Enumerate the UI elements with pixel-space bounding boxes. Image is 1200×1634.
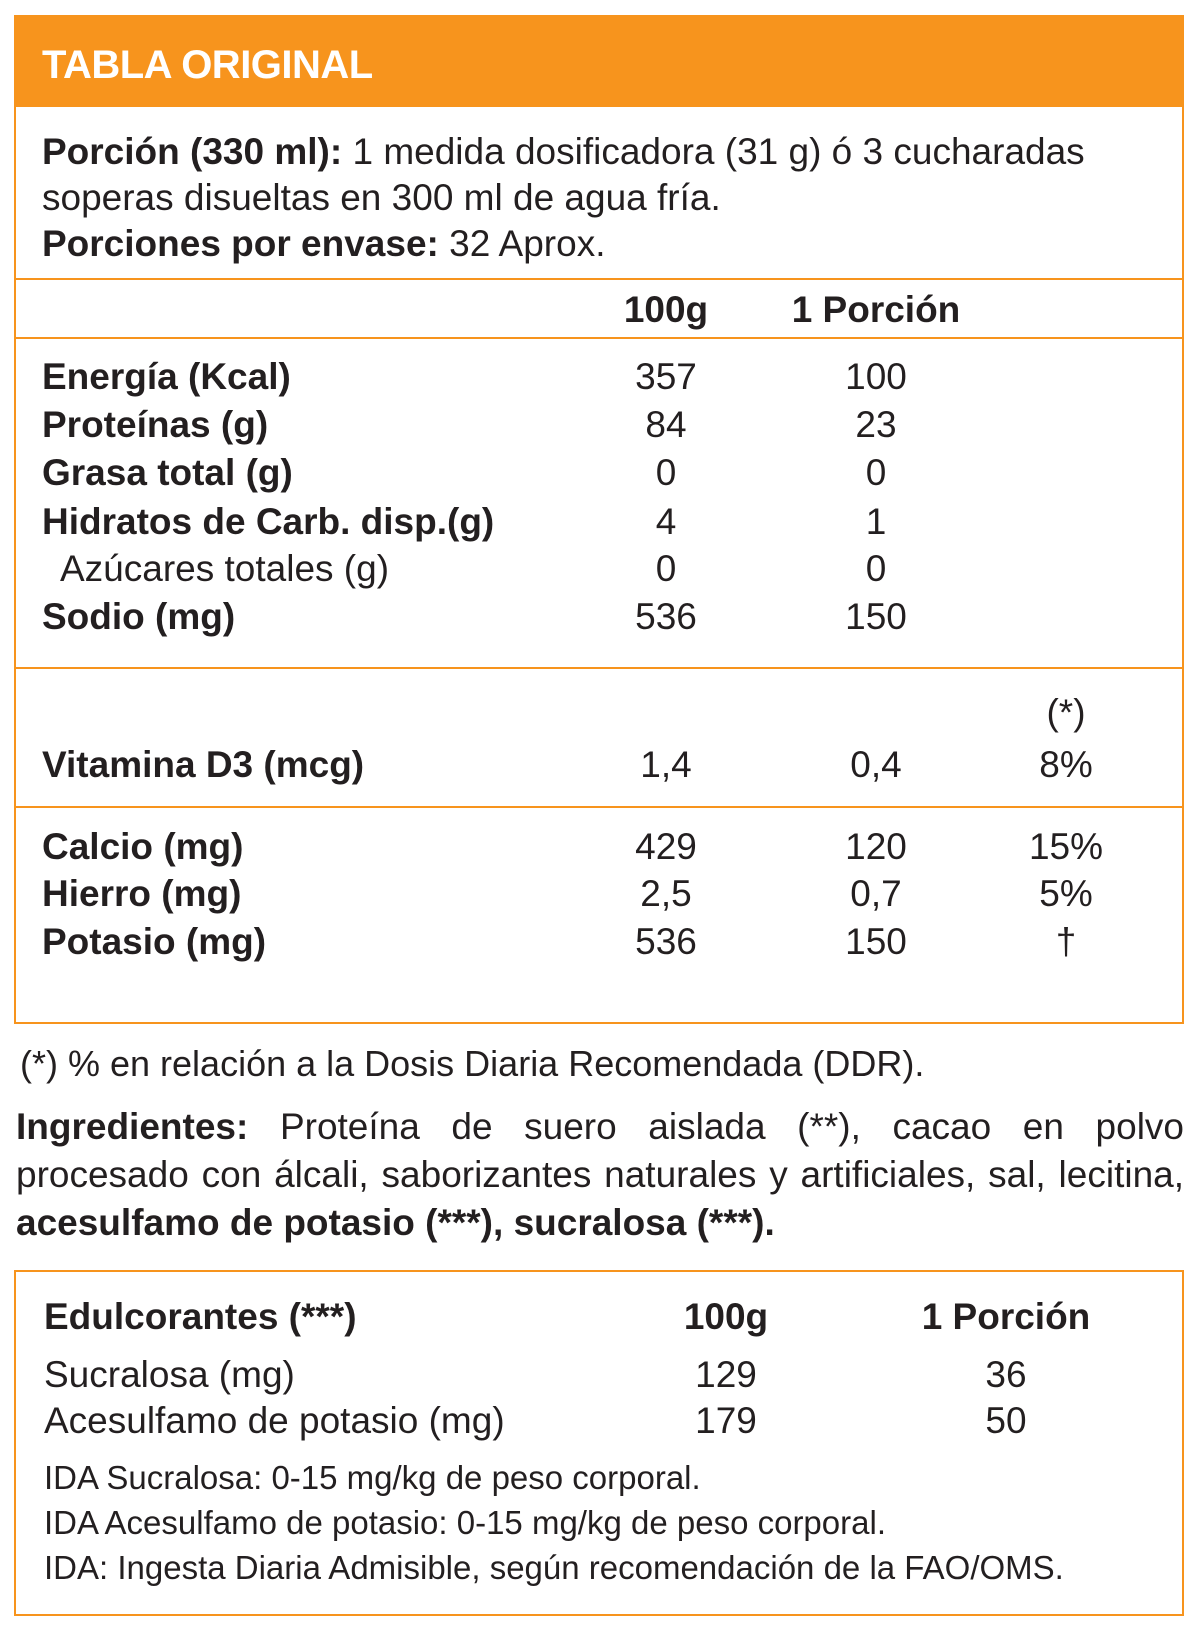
nutrient-name: Azúcares totales (g) [60, 548, 390, 589]
nutrient-name: Energía (Kcal) [42, 356, 291, 397]
table-title: TABLA ORIGINAL [42, 43, 373, 87]
nutrient-row-protein [16, 401, 1182, 449]
portion-value: 1 medida dosificadora (31 g) ó 3 cucharadas soperas disueltas en 300 ml de agua fría. [42, 131, 1085, 218]
nutrient-name: Hierro (mg) [42, 873, 242, 914]
nutrient-row-fat [16, 449, 1182, 497]
nutrient-row-sodium [16, 593, 1182, 641]
value-portion: 100 [845, 356, 907, 397]
mineral-row-potassium [16, 918, 1182, 966]
nutrient-row-carbs [16, 498, 1182, 546]
title-bar [16, 17, 1182, 107]
value-100g: 0 [655, 548, 677, 589]
per-container-value: 32 Aprox. [449, 223, 606, 264]
nutrient-name: Vitamina D3 (mcg) [42, 744, 365, 785]
sweetener-name: Sucralosa (mg) [44, 1354, 295, 1395]
sweetener-row-acesulfame [16, 1398, 1182, 1444]
ingredients-bold-text: acesulfamo de potasio (***), sucralosa (***). [16, 1202, 775, 1243]
value-portion: 0,7 [850, 873, 902, 914]
sweetener-portion: 50 [985, 1400, 1027, 1441]
value-ddr: † [1055, 921, 1077, 962]
ddr-marker-row [16, 689, 1182, 737]
mineral-row-iron [16, 870, 1182, 918]
ddr-marker: (*) [1046, 692, 1086, 733]
sweetener-100g: 179 [695, 1400, 757, 1441]
sweetener-portion: 36 [985, 1354, 1027, 1395]
portion-label: Porción (330 ml): [42, 131, 343, 172]
ingredients-text: Proteína de suero aislada (**), cacao en polvo procesado con álcali, saborizantes naturales y artificiales, sal, lecitina, [16, 1106, 1185, 1195]
vitamin-row [16, 741, 1182, 789]
nutrient-name: Sodio (mg) [42, 596, 236, 637]
serving-info [42, 129, 1162, 267]
per-container-label: Porciones por envase: [42, 223, 439, 264]
nutrient-name: Hidratos de Carb. disp.(g) [42, 501, 495, 542]
nutrient-name: Grasa total (g) [42, 452, 293, 493]
value-100g: 2,5 [640, 873, 692, 914]
sweeteners-header-100g: 100g [683, 1296, 769, 1337]
value-portion: 0 [865, 548, 887, 589]
divider [16, 806, 1182, 808]
sweeteners-table [14, 1270, 1184, 1616]
value-portion: 0 [865, 452, 887, 493]
value-100g: 536 [635, 596, 697, 637]
value-portion: 150 [845, 596, 907, 637]
value-portion: 23 [855, 404, 897, 445]
ida-note: IDA Sucralosa: 0-15 mg/kg de peso corporal. [44, 1459, 701, 1496]
nutrient-row-energy [16, 353, 1182, 401]
value-100g: 4 [655, 501, 677, 542]
divider [16, 667, 1182, 669]
value-100g: 357 [635, 356, 697, 397]
divider [16, 278, 1182, 280]
value-100g: 0 [655, 452, 677, 493]
value-ddr: 5% [1039, 873, 1093, 914]
header-100g: 100g [623, 289, 709, 330]
sweetener-name: Acesulfamo de potasio (mg) [44, 1400, 505, 1441]
ingredients [16, 1103, 1184, 1247]
sweeteners-header-portion: 1 Porción [921, 1296, 1091, 1337]
nutrient-name: Potasio (mg) [42, 921, 267, 962]
sweeteners-header-name: Edulcorantes (***) [44, 1296, 357, 1337]
value-portion: 120 [845, 826, 907, 867]
value-portion: 1 [865, 501, 887, 542]
ida-note: IDA: Ingesta Diaria Admisible, según recomendación de la FAO/OMS. [44, 1549, 1064, 1586]
ddr-footnote: (*) % en relación a la Dosis Diaria Recomendada (DDR). [20, 1043, 925, 1084]
value-100g: 536 [635, 921, 697, 962]
mineral-row-calcium [16, 823, 1182, 871]
value-ddr: 8% [1039, 744, 1093, 785]
ida-note: IDA Acesulfamo de potasio: 0-15 mg/kg de peso corporal. [44, 1504, 886, 1541]
value-100g: 429 [635, 826, 697, 867]
column-header-row [16, 286, 1182, 334]
sweetener-100g: 129 [695, 1354, 757, 1395]
divider [16, 337, 1182, 339]
nutrient-row-sugars [16, 545, 1182, 593]
nutrition-table [14, 15, 1184, 1024]
value-ddr: 15% [1028, 826, 1104, 867]
value-100g: 1,4 [640, 744, 692, 785]
value-portion: 0,4 [850, 744, 902, 785]
sweeteners-header-row [16, 1294, 1182, 1340]
header-portion: 1 Porción [791, 289, 961, 330]
nutrient-name: Calcio (mg) [42, 826, 244, 867]
value-portion: 150 [845, 921, 907, 962]
value-100g: 84 [645, 404, 687, 445]
sweetener-row-sucralose [16, 1352, 1182, 1398]
nutrient-name: Proteínas (g) [42, 404, 269, 445]
ingredients-label: Ingredientes: [16, 1106, 249, 1147]
